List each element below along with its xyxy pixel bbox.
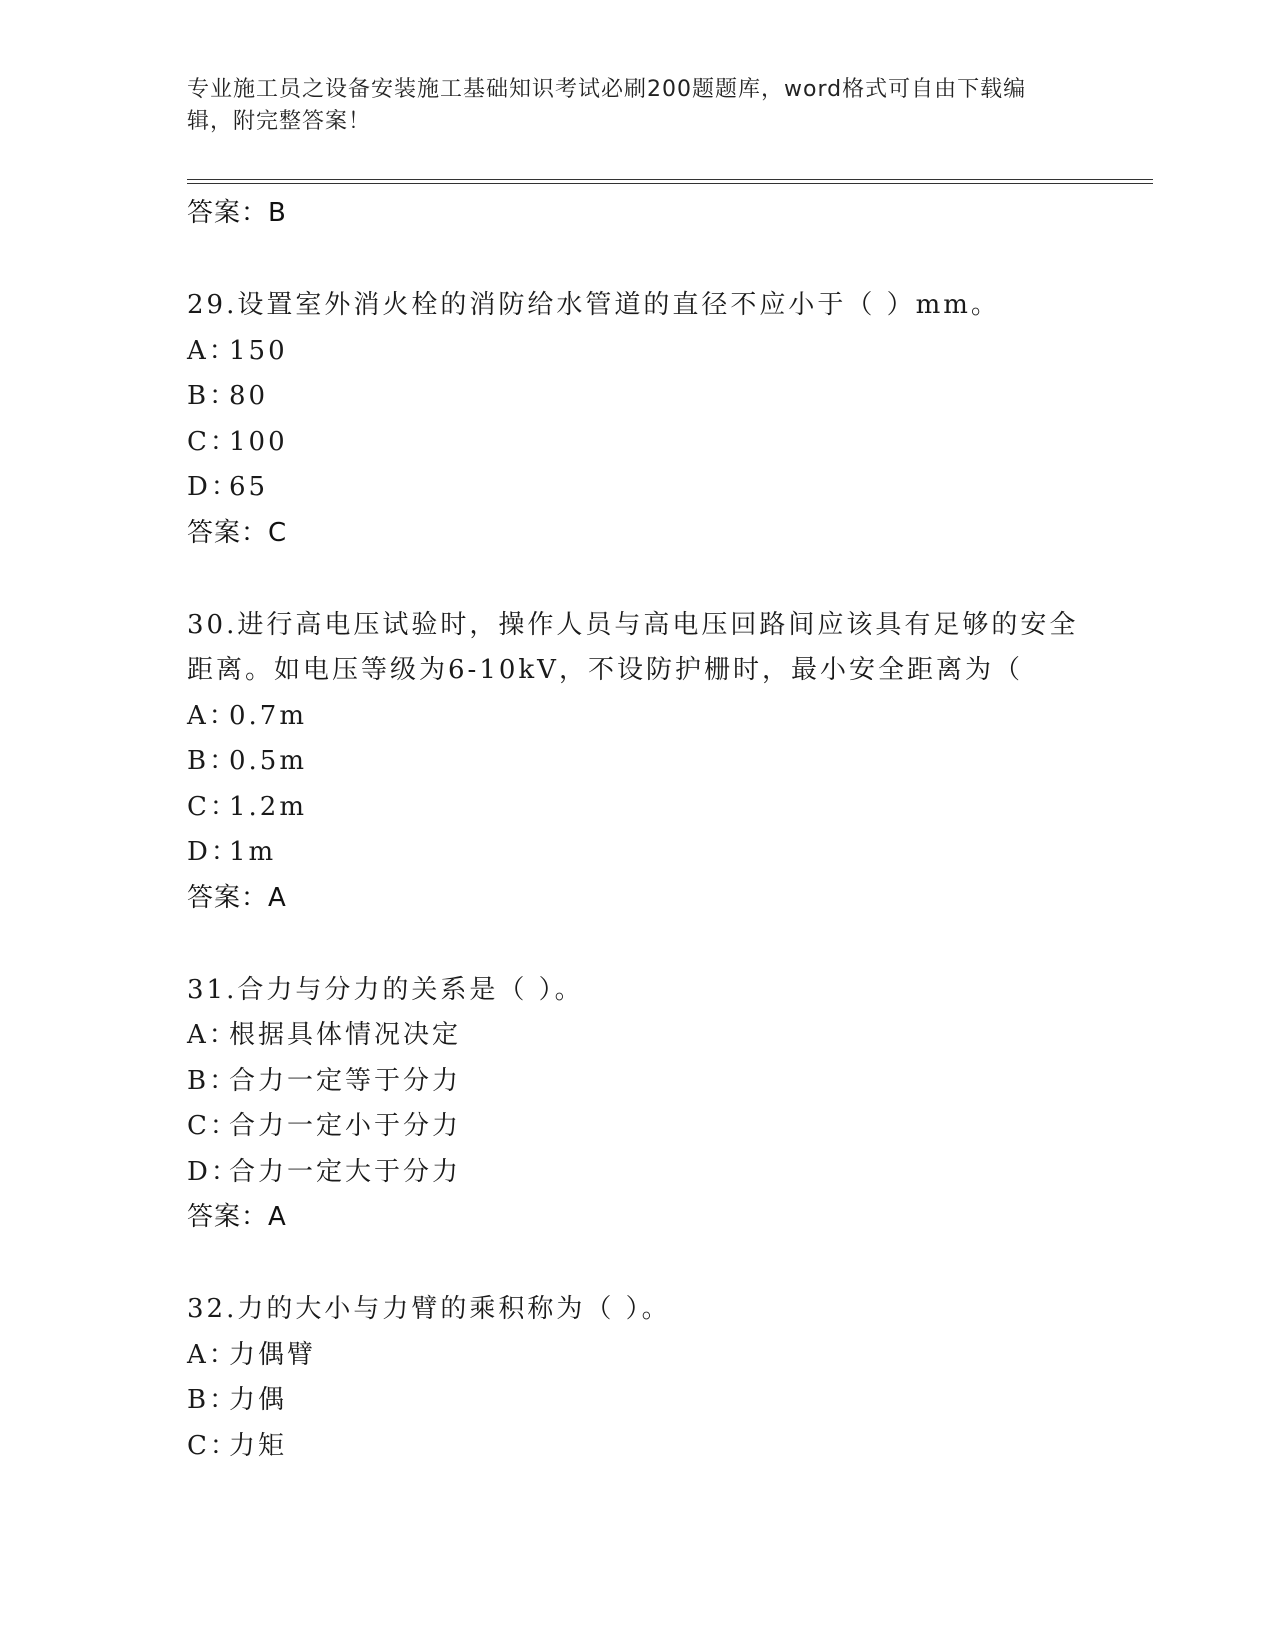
option-c bbox=[187, 1104, 1107, 1150]
option-label: B： bbox=[187, 1065, 239, 1096]
option-text: 力偶 bbox=[229, 1385, 288, 1415]
option-text: 合力一定等于分力 bbox=[229, 1065, 462, 1096]
question-spacer bbox=[187, 1240, 1107, 1287]
option-label: B： bbox=[187, 381, 239, 411]
option-text: 1m bbox=[229, 837, 277, 867]
question-spacer bbox=[187, 556, 1107, 603]
question-31 bbox=[187, 968, 1107, 1241]
option-label: D： bbox=[187, 1156, 240, 1187]
option-b bbox=[187, 374, 1107, 420]
option-d bbox=[187, 830, 1107, 876]
option-a bbox=[187, 1333, 1107, 1379]
answer-line: 答案：B bbox=[187, 198, 287, 228]
option-d bbox=[187, 1150, 1107, 1196]
option-label: B： bbox=[187, 1385, 239, 1415]
option-text: 1.2m bbox=[229, 791, 308, 822]
header-divider bbox=[187, 179, 1153, 184]
question-stem: 30.进行高电压试验时，操作人员与高电压回路间应该具有足够的安全距离。如电压等级为6-10kV，不设防护栅时，最小安全距离为（ bbox=[187, 609, 1079, 685]
option-text: 力偶臂 bbox=[229, 1339, 317, 1370]
option-label: C： bbox=[187, 1111, 239, 1141]
option-text: 100 bbox=[229, 426, 288, 457]
option-c bbox=[187, 420, 1107, 466]
option-label: B： bbox=[187, 746, 239, 776]
option-text: 80 bbox=[229, 381, 269, 411]
page-header-title: 专业施工员之设备安装施工基础知识考试必刷200题题库，word格式可自由下载编辑，附完整答案！ bbox=[187, 77, 1027, 134]
option-a bbox=[187, 694, 1107, 740]
option-text: 合力一定小于分力 bbox=[229, 1111, 462, 1141]
question-29 bbox=[187, 283, 1107, 556]
question-spacer bbox=[187, 236, 1107, 283]
option-label: A： bbox=[187, 700, 238, 731]
question-stem: 32.力的大小与力臂的乘积称为（ ）。 bbox=[187, 1294, 671, 1324]
document-body bbox=[187, 191, 1107, 1469]
answer-line: 答案：A bbox=[187, 1202, 287, 1232]
option-b bbox=[187, 1378, 1107, 1424]
option-a bbox=[187, 329, 1107, 375]
option-label: D： bbox=[187, 837, 240, 867]
option-label: C： bbox=[187, 1430, 239, 1461]
answer-line: 答案：C bbox=[187, 517, 288, 548]
option-text: 合力一定大于分力 bbox=[229, 1156, 462, 1187]
option-text: 0.7m bbox=[229, 700, 308, 731]
option-c bbox=[187, 785, 1107, 831]
option-c bbox=[187, 1424, 1107, 1470]
option-b bbox=[187, 1059, 1107, 1105]
option-text: 65 bbox=[229, 472, 269, 502]
option-text: 0.5m bbox=[229, 746, 308, 776]
answer-line: 答案：A bbox=[187, 882, 287, 913]
option-d bbox=[187, 465, 1107, 511]
question-stem: 31.合力与分力的关系是（ ）。 bbox=[187, 974, 584, 1005]
option-text: 力矩 bbox=[229, 1430, 288, 1461]
option-text: 150 bbox=[229, 335, 288, 366]
option-label: C： bbox=[187, 791, 239, 822]
question-stem: 29.设置室外消火栓的消防给水管道的直径不应小于（ ）mm。 bbox=[187, 290, 1000, 320]
question-spacer bbox=[187, 921, 1107, 968]
question-30 bbox=[187, 603, 1107, 921]
option-b bbox=[187, 739, 1107, 785]
option-label: D： bbox=[187, 472, 240, 502]
option-label: A： bbox=[187, 335, 238, 366]
question-32 bbox=[187, 1287, 1107, 1469]
option-a bbox=[187, 1013, 1107, 1059]
option-label: A： bbox=[187, 1020, 238, 1050]
option-label: C： bbox=[187, 426, 239, 457]
option-label: A： bbox=[187, 1339, 238, 1370]
option-text: 根据具体情况决定 bbox=[229, 1020, 462, 1050]
